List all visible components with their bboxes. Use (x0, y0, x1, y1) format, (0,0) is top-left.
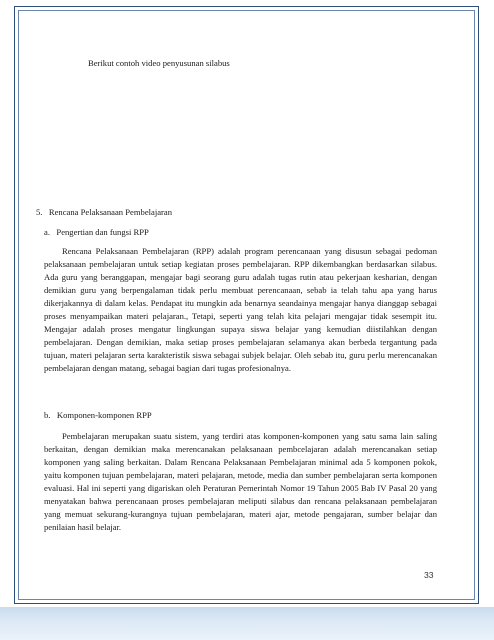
footer-band (0, 607, 494, 640)
paragraph-komponen: Pembelajaran merupakan suatu sistem, yang terdiri atas komponen-komponen yang satu sama lain saling berkaitan, dengan demikian maka merencanakan pelaksanaan pembcelajaran adalah merencanakan setiap komponen yang saling berkaitan. Dalam Rencana Pelaksanaan Pembelajaran minimal ada 5 komponen pokok, yaitu komponen tujuan pembelajaran, materi pelajaran, metode, media dan sumber pembelajaran serta komponen evaluasi. Hal ini seperti yang digariskan oleh Peraturan Pemerintah Nomor 19 Tahun 2005 Bab IV Pasal 20 yang menyatakan bahwa perencanaan proses pembelajaran meliputi silabus dan rencana pelaksanaan pembelajaran yang memuat sekurang-kurangnya tujuan pembelajaran, materi ajar, metode pengajaran, sumber belajar dan penilaian hasil belajar. (44, 431, 437, 532)
subsection-heading-b: b. Komponen-komponen RPP (44, 410, 152, 420)
subsection-heading-a: a. Pengertian dan fungsi RPP (44, 227, 149, 237)
section-heading-rpp: 5. Rencana Pelaksanaan Pembelajaran (36, 207, 173, 217)
page-number: 33 (424, 570, 434, 580)
intro-text: Berikut contoh video penyusunan silabus (88, 58, 230, 68)
paragraph-pengertian: Rencana Pelaksanaan Pembelajaran (RPP) adalah program perencanaan yang disusun sebagai pedoman pelaksanaan pembelajaran untuk setiap kegiatan proses pembelajaran. RPP dikembangkan berdasarkan silabus. Ada guru yang beranggapan, mengajar bagi seorang guru adalah tugas rutin atau pekerjaan kesharian, dengan demikian guru yang berpengalaman tidak perlu membuat perencanaan, sebab ia telah tahu apa yang harus dikerjakannya di dalam kelas. Pendapat itu mungkin ada benarnya seandainya mengajar hanya dianggap sebagai proses menyampaikan materi pelajaran., Tetapi, seperti yang telah kita pelajari mengajar tidak sesempit itu. Mengajar adalah proses mengatur lingkungan supaya siswa belajar yang kemudian diistilahkan dengan pembelajaran. Dengan demikian, maka setiap proses pembelajaran selamanya akan berbeda tergantung pada tujuan, materi pelajaran serta karakteristik siswa sebagai subjek belajar. Oleh sebab itu, guru perlu merencanakan pembelajaran dengan matang, sebagai bagian dari tugas profesionalnya. (44, 246, 437, 373)
